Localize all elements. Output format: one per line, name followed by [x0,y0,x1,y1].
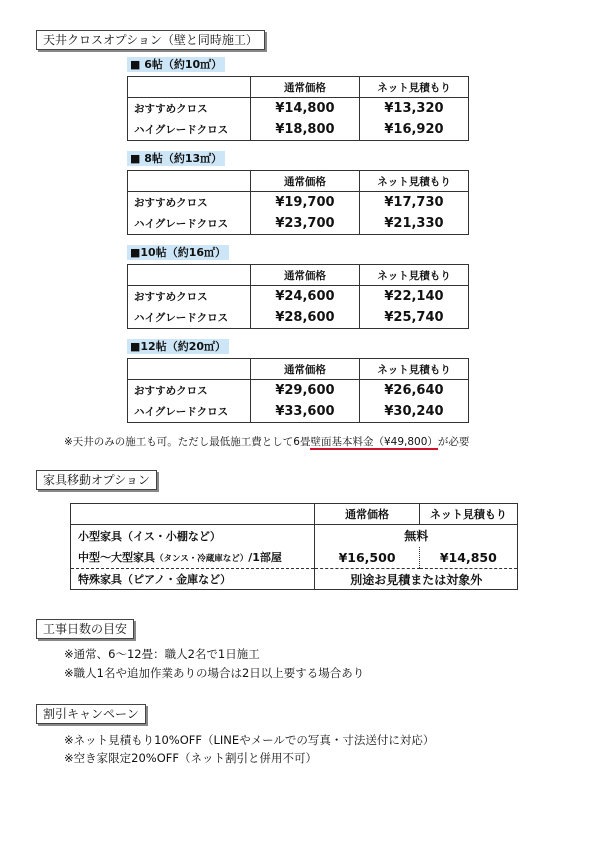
row-name: おすすめクロス [134,102,208,115]
group-label: ■ 6帖（約10㎡） [127,57,225,72]
row-name: ハイグレードクロス [134,311,229,324]
net-prices [359,98,468,141]
header-blank [128,77,251,98]
medium-normal-price: ¥16,500 [315,547,419,569]
price-table [127,264,469,329]
normal-price: ¥28,600 [275,309,335,325]
ceiling-note [64,434,469,449]
net-price: ¥22,140 [384,288,444,304]
row-name: ハイグレードクロス [134,217,229,230]
net-price: ¥16,920 [384,121,444,137]
furniture-section-title: 家具移動オプション [36,470,157,490]
col-net-header: ネット見積もり [359,359,468,380]
net-price: ¥26,640 [384,382,444,398]
net-price: ¥21,330 [384,215,444,231]
medium-net-price: ¥14,850 [419,547,517,569]
normal-price: ¥33,600 [275,403,335,419]
net-prices [359,380,468,423]
group-label: ■ 8帖（約13㎡） [127,151,225,166]
days-line-1: ※通常、6〜12畳：職人2名で1日施工 [64,647,260,661]
row-name: ハイグレードクロス [134,405,229,418]
small-furniture-name: 小型家具（イス・小棚など） [71,525,315,547]
note-underlined: 壁面基本料金（¥49,800） [310,436,438,448]
normal-prices [250,380,359,423]
net-price: ¥13,320 [384,100,444,116]
net-price: ¥25,740 [384,309,444,325]
normal-price: ¥19,700 [275,194,335,210]
col-normal-header: 通常価格 [250,171,359,192]
note-prefix: ※天井のみの施工も可。ただし最低施工費として6畳 [64,436,311,448]
header-blank [128,359,251,380]
ceiling-section-title: 天井クロスオプション（壁と同時施工） [36,30,265,50]
names-cell [128,192,251,235]
row-name: おすすめクロス [134,384,208,397]
net-price: ¥17,730 [384,194,444,210]
row-name: ハイグレードクロス [134,123,229,136]
normal-price: ¥24,600 [275,288,335,304]
col-normal-header: 通常価格 [250,359,359,380]
price-table [127,76,469,141]
normal-prices [250,98,359,141]
col-net-header: ネット見積もり [419,504,517,525]
col-normal-header: 通常価格 [315,504,419,525]
campaign-line-2: ※空き家限定20%OFF（ネット割引と併用不可） [64,751,317,765]
col-net-header: ネット見積もり [359,171,468,192]
net-prices [359,192,468,235]
col-net-header: ネット見積もり [359,265,468,286]
days-section-title: 工事日数の目安 [36,619,134,639]
medium-furniture-name [71,547,315,569]
col-normal-header: 通常価格 [250,265,359,286]
price-table [127,170,469,235]
campaign-line-1: ※ネット見積もり10%OFF（LINEやメールでの写真・寸法送付に対応） [64,733,435,747]
special-furniture-name: 特殊家具（ピアノ・金庫など） [71,569,315,590]
price-table [127,358,469,423]
medium-unit: /1部屋 [248,551,282,565]
medium-detail: （タンス・冷蔵庫など） [155,554,249,565]
days-line-2: ※職人1名や追加作業ありの場合は2日以上要する場合あり [64,666,365,680]
normal-price: ¥23,700 [275,215,335,231]
medium-name: 中型〜大型家具 [78,551,155,565]
normal-price: ¥29,600 [275,382,335,398]
names-cell [128,286,251,329]
net-prices [359,286,468,329]
group-label: ■12帖（約20㎡） [127,339,229,354]
special-furniture-price: 別途お見積または対象外 [315,569,518,590]
normal-prices [250,286,359,329]
row-name: おすすめクロス [134,290,208,303]
header-blank [128,265,251,286]
col-net-header: ネット見積もり [359,77,468,98]
furniture-table [70,503,518,590]
normal-prices [250,192,359,235]
campaign-section-title: 割引キャンペーン [36,704,146,724]
normal-price: ¥14,800 [275,100,335,116]
names-cell [128,380,251,423]
note-suffix: が必要 [437,436,470,448]
normal-price: ¥18,800 [275,121,335,137]
net-price: ¥30,240 [384,403,444,419]
names-cell [128,98,251,141]
small-furniture-price: 無料 [315,525,518,547]
row-name: おすすめクロス [134,196,208,209]
col-normal-header: 通常価格 [250,77,359,98]
header-blank [71,504,315,525]
header-blank [128,171,251,192]
group-label: ■10帖（約16㎡） [127,245,229,260]
